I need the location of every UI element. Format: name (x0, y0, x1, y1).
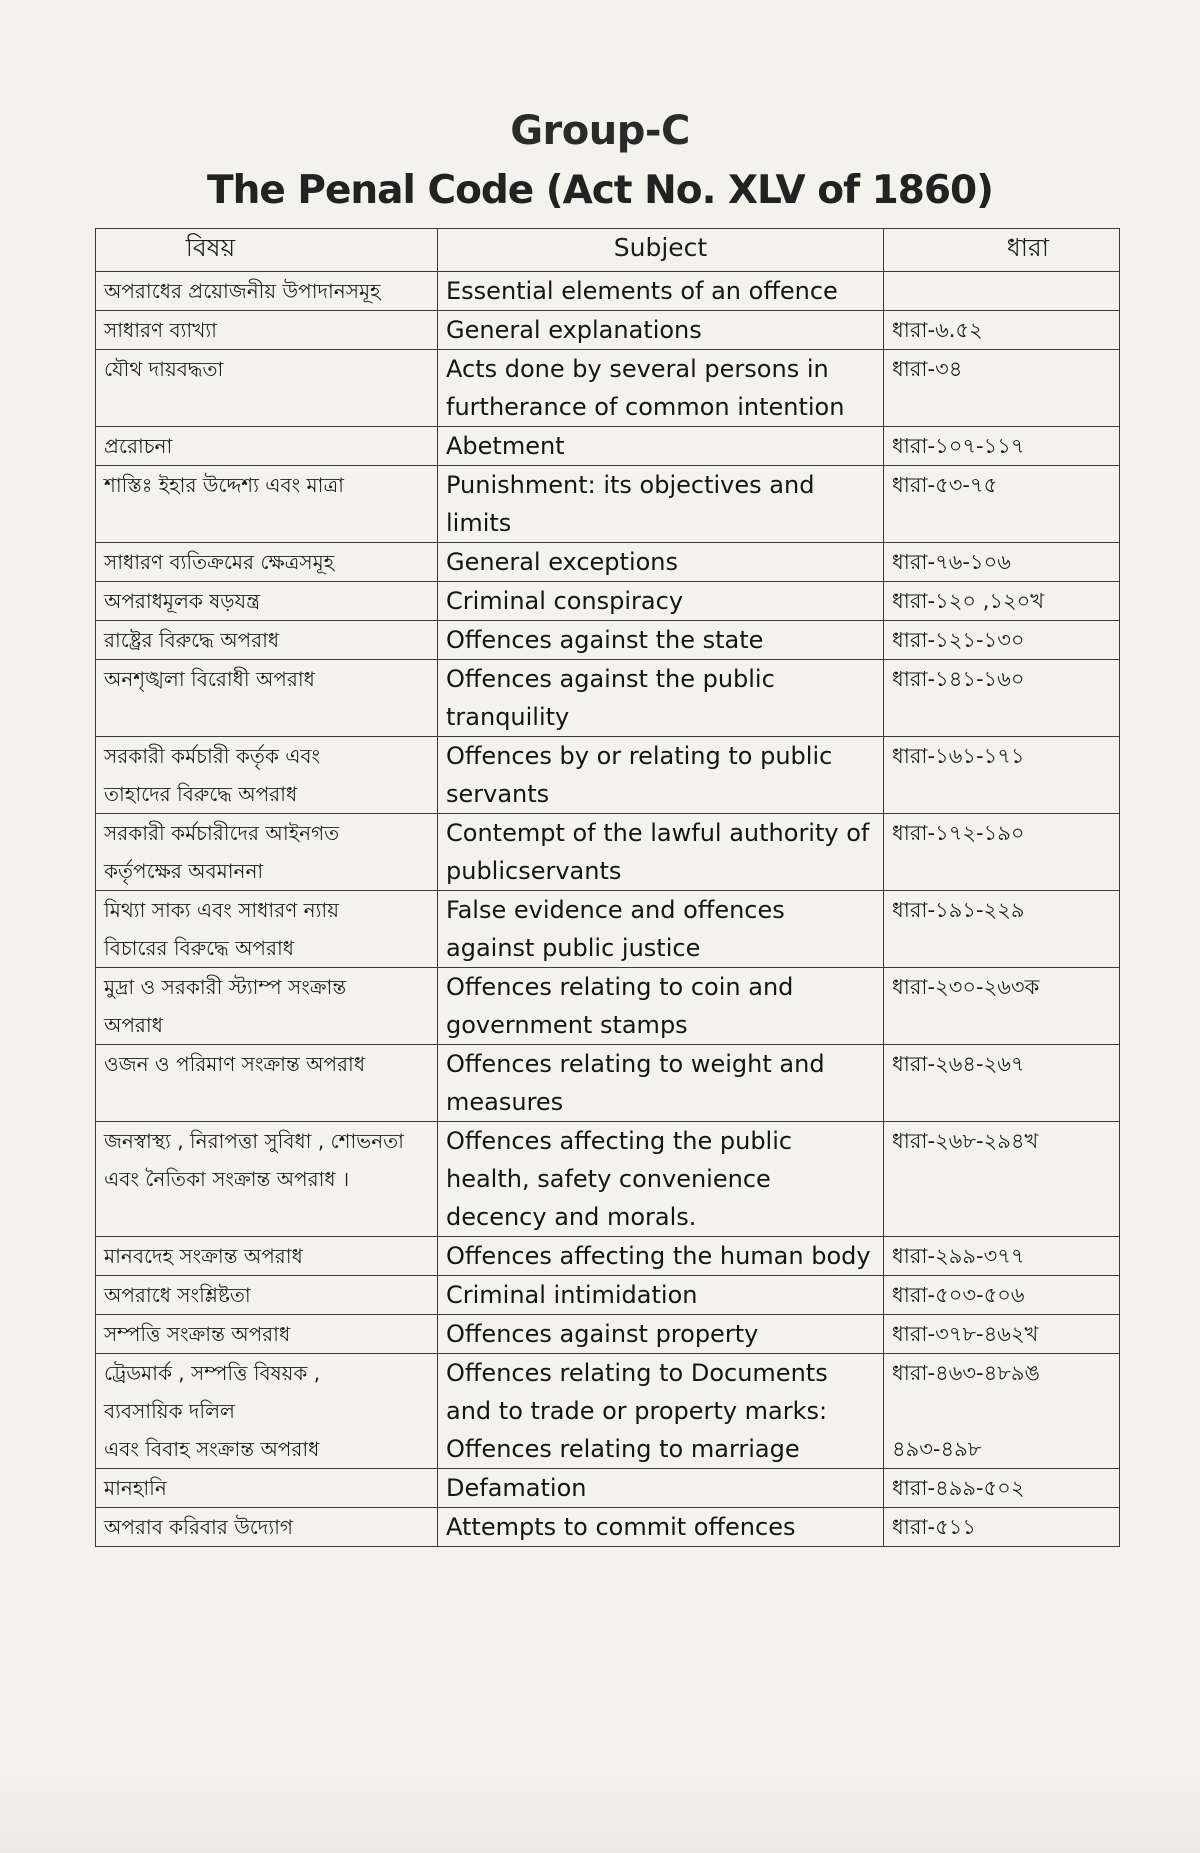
bangla-subject-line: তাহাদের বিরুদ্ধে অপরাধ (104, 782, 298, 806)
row-section-number (884, 968, 1120, 1045)
row-bangla-subject (96, 621, 438, 660)
row-english-subject: Abetment (438, 427, 884, 466)
row-english-subject: Offences by or relating to public servants (438, 737, 884, 814)
table-row (96, 1354, 1120, 1469)
table-row (96, 1045, 1120, 1122)
bangla-subject-line: কর্তৃপক্ষের অবমাননা (104, 859, 264, 883)
row-bangla-subject (96, 1354, 438, 1469)
row-section-number (884, 660, 1120, 737)
row-english-subject: Offences relating to weight and measures (438, 1045, 884, 1122)
row-section-number (884, 891, 1120, 968)
bangla-subject-line: ট্রেডমার্ক , সম্পত্তি বিষয়ক , (104, 1361, 321, 1385)
row-bangla-subject (96, 582, 438, 621)
bangla-subject-line: সাধারণ ব্যাখ্যা (104, 318, 217, 342)
row-section-number (884, 1122, 1120, 1237)
section-range-secondary: ৪৯৩-৪৯৮ (892, 1437, 982, 1461)
row-section-number (884, 1315, 1120, 1354)
column-header-bishoy: বিষয় (96, 229, 438, 272)
bangla-subject-line: অপরাধ (104, 1013, 163, 1037)
table-row (96, 311, 1120, 350)
section-range: ধারা-৪৯৯-৫০২ (892, 1476, 1025, 1500)
section-range: ধারা-৬.৫২ (892, 318, 983, 342)
table-row (96, 891, 1120, 968)
row-english-subject: Offences against the state (438, 621, 884, 660)
table-row (96, 1315, 1120, 1354)
row-english-subject: Offences relating to coin and government stamps (438, 968, 884, 1045)
row-english-subject: Acts done by several persons in furtherance of common intention (438, 350, 884, 427)
row-section-number (884, 737, 1120, 814)
row-bangla-subject (96, 543, 438, 582)
row-english-subject: Criminal intimidation (438, 1276, 884, 1315)
section-range: ধারা-২৬৮-২৯৪খ (892, 1129, 1039, 1153)
table-header-row (96, 229, 1120, 272)
section-range: ধারা-৫১১ (892, 1515, 976, 1539)
bangla-subject-line: অপরাধে সংশ্লিষ্টতা (104, 1283, 251, 1307)
row-english-subject: False evidence and offences against public justice (438, 891, 884, 968)
row-section-number (884, 1469, 1120, 1508)
table-row (96, 543, 1120, 582)
row-bangla-subject (96, 1276, 438, 1315)
section-range: ধারা-১২১-১৩০ (892, 628, 1025, 652)
row-section-number (884, 1045, 1120, 1122)
row-section-number (884, 543, 1120, 582)
row-section-number (884, 311, 1120, 350)
row-english-subject: Essential elements of an offence (438, 272, 884, 311)
table-row (96, 660, 1120, 737)
bangla-subject-line: এবং নৈতিকা সংক্রান্ত অপরাধ । (104, 1167, 350, 1191)
row-english-subject: General explanations (438, 311, 884, 350)
row-bangla-subject (96, 1315, 438, 1354)
row-section-number (884, 1354, 1120, 1469)
row-bangla-subject (96, 1045, 438, 1122)
section-range: ধারা-২৩০-২৬৩ক (892, 975, 1040, 999)
bangla-subject-line: জনস্বাস্থ্য , নিরাপত্তা সুবিধা , শোভনতা (104, 1129, 404, 1153)
section-range: ধারা-২৯৯-৩৭৭ (892, 1244, 1025, 1268)
table-row (96, 814, 1120, 891)
row-english-subject: Offences affecting the human body (438, 1237, 884, 1276)
bangla-subject-line: সাধারণ ব্যতিক্রমের ক্ষেত্রসমূহ (104, 550, 335, 574)
table-row (96, 737, 1120, 814)
section-range: ধারা-১৯১-২২৯ (892, 898, 1025, 922)
row-english-subject: Offences affecting the public health, safety convenience decency and morals. (438, 1122, 884, 1237)
row-section-number (884, 1508, 1120, 1547)
row-english-subject: Offences against the public tranquility (438, 660, 884, 737)
row-section-number (884, 272, 1120, 311)
row-section-number (884, 621, 1120, 660)
table-row (96, 466, 1120, 543)
row-section-number (884, 466, 1120, 543)
section-range: ধারা-১২০ ,১২০খ (892, 589, 1045, 613)
table-row (96, 1276, 1120, 1315)
row-english-subject: Offences relating to Documents and to trade or property marks: Offences relating to marriage (438, 1354, 884, 1469)
section-range: ধারা-১৪১-১৬০ (892, 667, 1025, 691)
bangla-subject-line: সম্পত্তি সংক্রান্ত অপরাধ (104, 1322, 291, 1346)
bangla-subject-line: মুদ্রা ও সরকারী স্ট্যাম্প সংক্রান্ত (104, 975, 347, 999)
row-bangla-subject (96, 427, 438, 466)
page-title: The Penal Code (Act No. XLV of 1860) (206, 168, 993, 213)
section-range: ধারা-৭৬-১০৬ (892, 550, 1011, 574)
penal-code-table (95, 228, 1120, 1547)
row-bangla-subject (96, 968, 438, 1045)
group-heading: Group-C (510, 108, 690, 154)
table-body (96, 272, 1120, 1547)
section-range: ধারা-৩৭৮-৪৬২খ (892, 1322, 1039, 1346)
row-bangla-subject (96, 1469, 438, 1508)
section-range: ধারা-৫৩-৭৫ (892, 473, 998, 497)
bangla-subject-line: ব্যবসায়িক দলিল (104, 1399, 235, 1423)
bangla-subject-line: অনশৃঙ্খলা বিরোধী অপরাধ (104, 667, 315, 691)
row-bangla-subject (96, 466, 438, 543)
bangla-subject-line: যৌথ দায়বদ্ধতা (104, 357, 224, 381)
section-range: ধারা-১০৭-১১৭ (892, 434, 1025, 458)
row-english-subject: Criminal conspiracy (438, 582, 884, 621)
row-english-subject: Defamation (438, 1469, 884, 1508)
table-row (96, 350, 1120, 427)
table-row (96, 1469, 1120, 1508)
row-english-subject: Attempts to commit offences (438, 1508, 884, 1547)
table-row (96, 427, 1120, 466)
row-english-subject: Contempt of the lawful authority of publicservants (438, 814, 884, 891)
row-english-subject: General exceptions (438, 543, 884, 582)
bangla-subject-line: সরকারী কর্মচারীদের আইনগত (104, 821, 340, 845)
bangla-subject-line: অপরাধের প্রয়োজনীয় উপাদানসমূহ (104, 279, 381, 303)
column-header-subject: Subject (438, 229, 884, 272)
bangla-subject-line: অপরাব করিবার উদ্যোগ (104, 1515, 294, 1539)
row-section-number (884, 1237, 1120, 1276)
row-bangla-subject (96, 1122, 438, 1237)
table-row (96, 968, 1120, 1045)
section-range: ধারা-২৬৪-২৬৭ (892, 1052, 1025, 1076)
bangla-subject-line: অপরাধমূলক ষড়যন্ত্র (104, 589, 260, 613)
row-english-subject: Punishment: its objectives and limits (438, 466, 884, 543)
bangla-subject-line: বিচারের বিরুদ্ধে অপরাধ (104, 936, 295, 960)
row-bangla-subject (96, 891, 438, 968)
row-bangla-subject (96, 660, 438, 737)
row-section-number (884, 814, 1120, 891)
row-bangla-subject (96, 1508, 438, 1547)
table-row (96, 582, 1120, 621)
row-section-number (884, 582, 1120, 621)
section-range: ধারা-৫০৩-৫০৬ (892, 1283, 1025, 1307)
section-range: ধারা-৪৬৩-৪৮৯ঙ (892, 1361, 1040, 1385)
section-range: ধারা-১৬১-১৭১ (892, 744, 1025, 768)
row-bangla-subject (96, 272, 438, 311)
table-row (96, 1237, 1120, 1276)
row-section-number (884, 427, 1120, 466)
bangla-subject-line: ওজন ও পরিমাণ সংক্রান্ত অপরাধ (104, 1052, 366, 1076)
section-range: ধারা-৩৪ (892, 357, 963, 381)
bangla-subject-line: সরকারী কর্মচারী কর্তৃক এবং (104, 744, 321, 768)
bangla-subject-line: এবং বিবাহ সংক্রান্ত অপরাধ (104, 1437, 320, 1461)
bangla-subject-line: রাষ্ট্রের বিরুদ্ধে অপরাধ (104, 628, 280, 652)
table-row (96, 1122, 1120, 1237)
bangla-subject-line: মানহানি (104, 1476, 167, 1500)
column-header-dhara: ধারা (884, 229, 1120, 272)
table-row (96, 621, 1120, 660)
row-bangla-subject (96, 350, 438, 427)
row-section-number (884, 350, 1120, 427)
table-row (96, 272, 1120, 311)
row-bangla-subject (96, 814, 438, 891)
page-bottom-margin (0, 1760, 1200, 1853)
bangla-subject-line: মানবদেহ সংক্রান্ত অপরাধ (104, 1244, 303, 1268)
bangla-subject-line: মিথ্যা সাক্য এবং সাধারণ ন্যায় (104, 898, 340, 922)
bangla-subject-line: প্ররোচনা (104, 434, 173, 458)
row-bangla-subject (96, 311, 438, 350)
row-english-subject: Offences against property (438, 1315, 884, 1354)
row-bangla-subject (96, 737, 438, 814)
section-range: ধারা-১৭২-১৯০ (892, 821, 1025, 845)
row-section-number (884, 1276, 1120, 1315)
bangla-subject-line: শাস্তিঃ ইহার উদ্দেশ্য এবং মাত্রা (104, 473, 344, 497)
table-row (96, 1508, 1120, 1547)
row-bangla-subject (96, 1237, 438, 1276)
